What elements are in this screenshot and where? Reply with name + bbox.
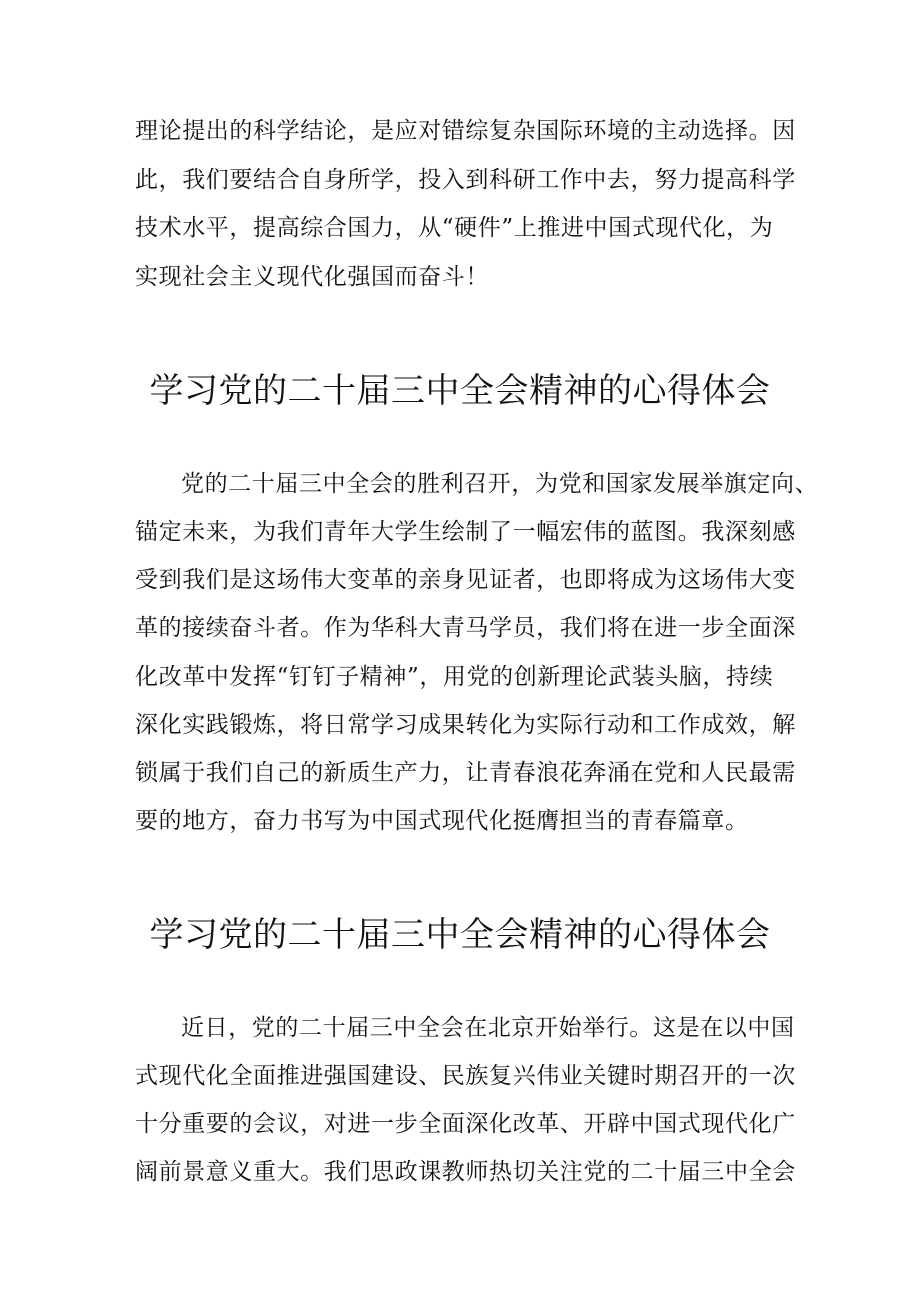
section-heading: 学习党的二十届三中全会精神的心得体会 bbox=[149, 915, 771, 955]
paragraph-line: 十分重要的会议，对进一步全面深化改革、开辟中国式现代化广 bbox=[135, 1111, 796, 1137]
paragraph-line: 理论提出的科学结论，是应对错综复杂国际环境的主动选择。因 bbox=[135, 118, 796, 144]
paragraph-line: 锁属于我们自己的新质生产力，让青春浪花奔涌在党和人民最需 bbox=[135, 760, 796, 786]
paragraph-line: 阔前景意义重大。我们思政课教师热切关注党的二十届三中全会 bbox=[135, 1159, 796, 1185]
paragraph-line: 技术水平，提高综合国力，从“硬件”上推进中国式现代化，为 bbox=[135, 215, 774, 241]
paragraph-line: 此，我们要结合自身所学，投入到科研工作中去，努力提高科学 bbox=[135, 167, 796, 193]
paragraph-line: 化改革中发挥“钉钉子精神”，用党的创新理论武装头脑，持续 bbox=[135, 664, 774, 690]
paragraph-line: 锚定未来，为我们青年大学生绘制了一幅宏伟的蓝图。我深刻感 bbox=[135, 519, 796, 545]
section-heading: 学习党的二十届三中全会精神的心得体会 bbox=[149, 371, 771, 411]
paragraph-line: 受到我们是这场伟大变革的亲身见证者，也即将成为这场伟大变 bbox=[135, 567, 796, 593]
paragraph-line: 实现社会主义现代化强国而奋斗！ bbox=[135, 264, 489, 290]
paragraph-line: 党的二十届三中全会的胜利召开，为党和国家发展举旗定向、 bbox=[181, 471, 819, 497]
paragraph-line: 要的地方，奋力书写为中国式现代化挺膺担当的青春篇章。 bbox=[135, 808, 749, 834]
paragraph-line: 革的接续奋斗者。作为华科大青马学员，我们将在进一步全面深 bbox=[135, 615, 796, 641]
paragraph-line: 近日，党的二十届三中全会在北京开始举行。这是在以中国 bbox=[181, 1015, 795, 1041]
paragraph-line: 深化实践锻炼，将日常学习成果转化为实际行动和工作成效，解 bbox=[135, 712, 796, 738]
paragraph-line: 式现代化全面推进强国建设、民族复兴伟业关键时期召开的一次 bbox=[135, 1063, 796, 1089]
